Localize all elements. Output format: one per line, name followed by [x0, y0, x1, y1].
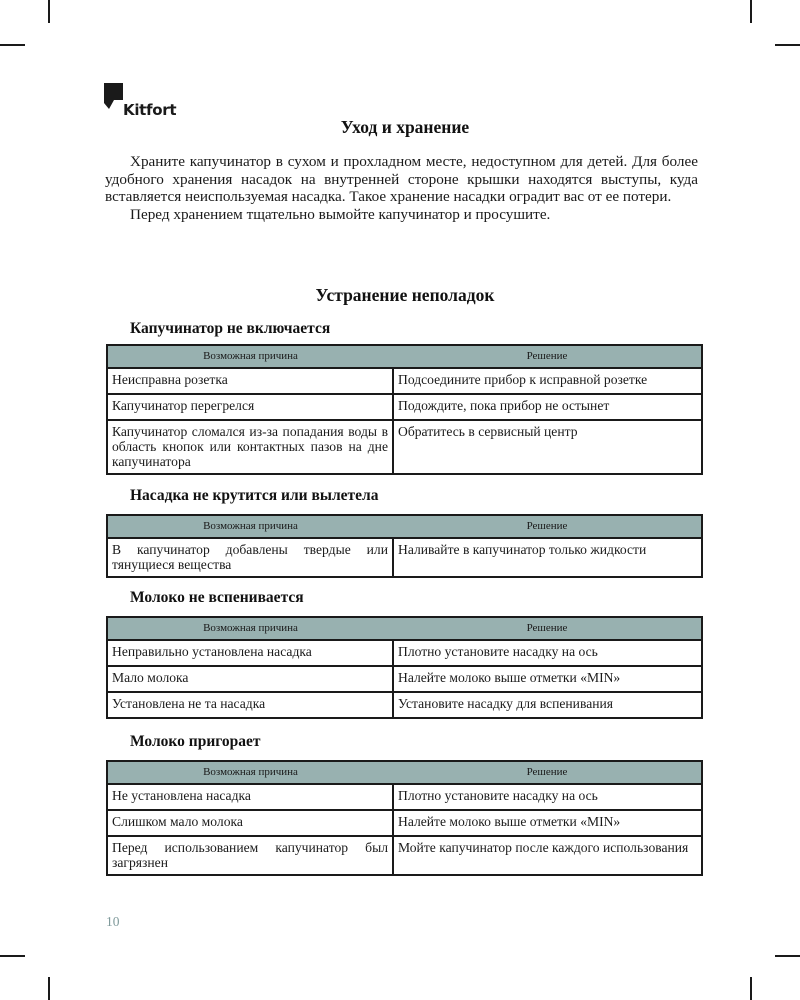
crop-mark-bottom-left: [0, 955, 25, 957]
column-header-solution: Решение: [393, 617, 702, 640]
care-paragraph: Перед хранением тщательно вымойте капучинатор и просушите.: [130, 205, 551, 223]
care-paragraph: Храните капучинатор в сухом и прохладном месте, недоступном для детей. Для более удобного хранения насадок на внутренней стороне крышки находятся выступы, куда вставляется неиспользуемая насадка. Такое хранение насадки оградит вас от ее потери.: [105, 153, 698, 206]
column-header-cause: Возможная причина: [107, 515, 393, 538]
solution-cell: Подсоедините прибор к исправной розетке: [393, 368, 702, 394]
troubleshooting-table: [106, 514, 703, 578]
cause-cell: Перед использованием капучинатор был загрязнен: [107, 836, 393, 875]
table-row: [107, 368, 702, 394]
crop-mark-top-right: [775, 44, 800, 46]
crop-mark-bottom-right: [775, 955, 800, 957]
crop-mark-top-left: [48, 0, 50, 23]
troubleshooting-title: Устранение неполадок: [315, 285, 495, 305]
section-title: Капучинатор не включается: [130, 320, 331, 337]
troubleshooting-table: [106, 760, 703, 876]
cause-cell: В капучинатор добавлены твердые или тянущиеся вещества: [107, 538, 393, 577]
column-header-cause: Возможная причина: [107, 617, 393, 640]
crop-mark-top-left: [0, 44, 25, 46]
column-header-solution: Решение: [393, 761, 702, 784]
solution-cell: Установите насадку для вспенивания: [393, 692, 702, 718]
column-header-solution: Решение: [393, 345, 702, 368]
cause-cell: Установлена не та насадка: [107, 692, 393, 718]
cause-cell: Мало молока: [107, 666, 393, 692]
table-row: [107, 420, 702, 474]
solution-cell: Обратитесь в сервисный центр: [393, 420, 702, 474]
table-row: [107, 666, 702, 692]
column-header-cause: Возможная причина: [107, 345, 393, 368]
section-title: Молоко не вспенивается: [130, 589, 304, 606]
care-title: Уход и хранение: [340, 117, 470, 137]
page-number: 10: [106, 914, 120, 929]
table-row: [107, 810, 702, 836]
cause-cell: Не установлена насадка: [107, 784, 393, 810]
cause-cell: Капучинатор перегрелся: [107, 394, 393, 420]
cause-cell: Слишком мало молока: [107, 810, 393, 836]
column-header-solution: Решение: [393, 515, 702, 538]
care-text: [105, 153, 698, 223]
troubleshooting-table: [106, 616, 703, 719]
solution-cell: Плотно установите насадку на ось: [393, 640, 702, 666]
cause-cell: Неисправна розетка: [107, 368, 393, 394]
table-row: [107, 692, 702, 718]
cause-cell: Капучинатор сломался из-за попадания воды в область кнопок или контактных пазов на дне капучинатора: [107, 420, 393, 474]
solution-cell: Наливайте в капучинатор только жидкости: [393, 538, 702, 577]
solution-cell: Налейте молоко выше отметки «MIN»: [393, 810, 702, 836]
crop-mark-bottom-right: [750, 977, 752, 1000]
cause-cell: Неправильно установлена насадка: [107, 640, 393, 666]
table-row: [107, 394, 702, 420]
section-title: Насадка не крутится или вылетела: [130, 487, 379, 504]
solution-cell: Мойте капучинатор после каждого использования: [393, 836, 702, 875]
table-row: [107, 836, 702, 875]
crop-mark-bottom-left: [48, 977, 50, 1000]
solution-cell: Плотно установите насадку на ось: [393, 784, 702, 810]
brand-name: Kitfort: [123, 101, 177, 119]
table-row: [107, 538, 702, 577]
crop-mark-top-right: [750, 0, 752, 23]
table-row: [107, 640, 702, 666]
section-title: Молоко пригорает: [130, 733, 261, 750]
solution-cell: Подождите, пока прибор не остынет: [393, 394, 702, 420]
table-row: [107, 784, 702, 810]
solution-cell: Налейте молоко выше отметки «MIN»: [393, 666, 702, 692]
troubleshooting-table: [106, 344, 703, 475]
column-header-cause: Возможная причина: [107, 761, 393, 784]
kitfort-logo-icon: [104, 83, 124, 121]
